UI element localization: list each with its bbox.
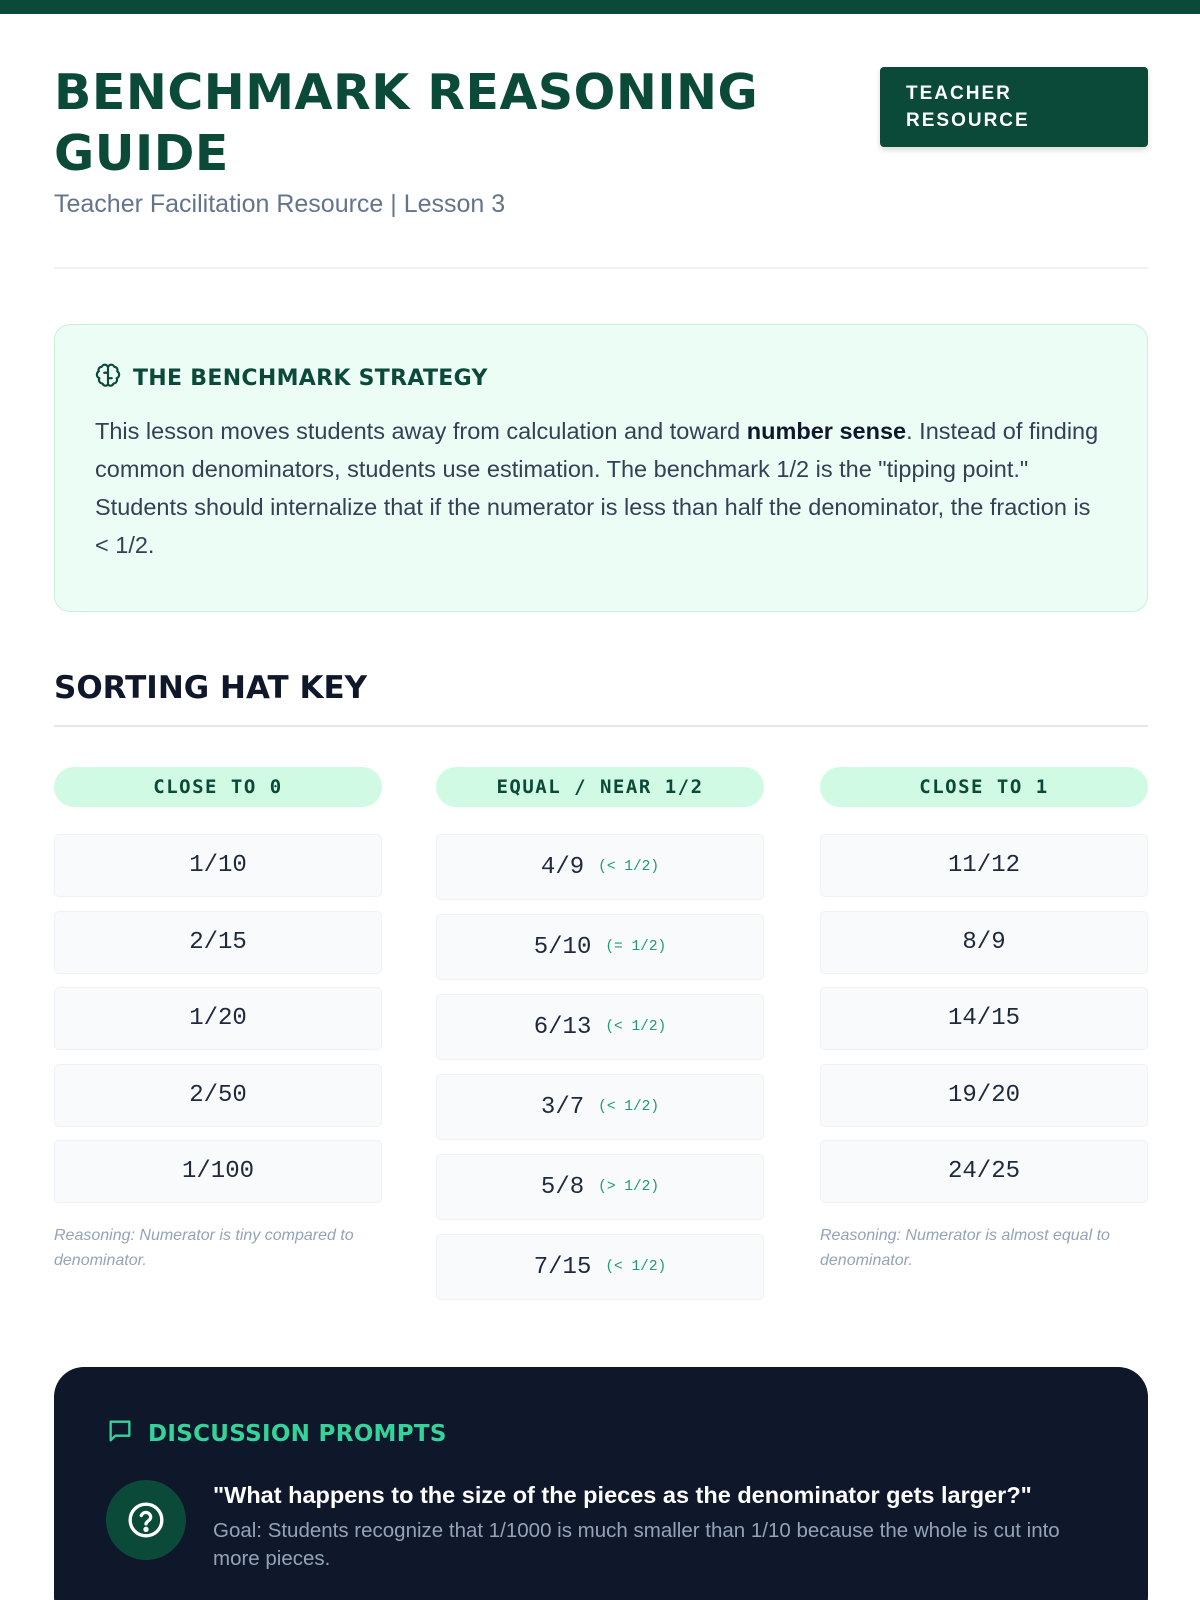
fraction-value: 5/8 [540, 1173, 585, 1201]
prompt-question: "What happens to the size of the pieces as the denominator gets larger?" [213, 1482, 1032, 1508]
prompt-goal: Goal: Students recognize that 1/1000 is much smaller than 1/10 because the whole is cut into more pieces. [213, 1519, 1060, 1570]
fraction-card [436, 1074, 764, 1140]
top-accent-bar [0, 0, 1200, 14]
column-close-to-one [820, 767, 1148, 1273]
fraction-card [54, 1140, 382, 1203]
fraction-card [436, 1234, 764, 1300]
page-subtitle: Teacher Facilitation Resource | Lesson 3 [54, 190, 506, 218]
fraction-value: 7/15 [533, 1253, 592, 1281]
discussion-panel [54, 1367, 1148, 1600]
fraction-card [54, 1064, 382, 1127]
reasoning-note: Reasoning: Numerator is almost equal to denominator. [820, 1227, 1110, 1269]
fraction-card [820, 1140, 1148, 1203]
fraction-value: 4/9 [540, 853, 585, 881]
sorting-divider [54, 725, 1148, 727]
strategy-description: This lesson moves students away from calculation and toward number sense. Instead of finding common denominators, students use estimation. The benchmark 1/2 is the "tipping point." Students should internalize that if the numerator is less than half the denominator, the fraction is < 1/2. [95, 418, 1099, 558]
sorting-hat-title: SORTING HAT KEY [54, 670, 368, 706]
strategy-callout [54, 324, 1148, 612]
fraction-value: 19/20 [947, 1081, 1020, 1109]
fraction-card [54, 911, 382, 974]
column-header: CLOSE TO 0 [54, 767, 382, 807]
fraction-value: 3/7 [540, 1093, 585, 1121]
fraction-value: 14/15 [947, 1005, 1020, 1032]
comparison-note: (= 1/2) [605, 939, 667, 955]
fraction-card [820, 1064, 1148, 1127]
comparison-note: (< 1/2) [598, 859, 660, 875]
comparison-note: (> 1/2) [598, 1179, 660, 1195]
fraction-card [820, 834, 1148, 897]
strategy-title: THE BENCHMARK STRATEGY [133, 366, 488, 391]
page-header [54, 62, 1148, 219]
fraction-value: 6/13 [533, 1013, 592, 1041]
fraction-card [820, 987, 1148, 1050]
brain-icon [95, 363, 121, 394]
fraction-value: 2/15 [189, 928, 247, 956]
fraction-card [436, 914, 764, 980]
discussion-title: DISCUSSION PROMPTS [148, 1420, 447, 1447]
column-header: CLOSE TO 1 [820, 767, 1148, 807]
fraction-value: 2/50 [189, 1081, 247, 1109]
comparison-note: (< 1/2) [598, 1099, 660, 1115]
fraction-value: 1/10 [189, 852, 247, 879]
teacher-resource-badge: TEACHER RESOURCE [880, 67, 1148, 147]
discussion-prompt [106, 1480, 1096, 1573]
column-near-half [436, 767, 764, 1314]
fraction-card [820, 911, 1148, 974]
fraction-value: 11/12 [947, 852, 1020, 879]
question-circle-icon [106, 1480, 186, 1560]
fraction-card [54, 834, 382, 897]
column-close-to-zero [54, 767, 382, 1273]
fraction-value: 1/20 [189, 1005, 247, 1032]
fraction-card [436, 1154, 764, 1220]
header-divider [54, 267, 1148, 269]
comparison-note: (< 1/2) [605, 1019, 667, 1035]
reasoning-note: Reasoning: Numerator is tiny compared to denominator. [54, 1227, 354, 1269]
number-sense-emphasis: number sense [746, 418, 907, 444]
fraction-value: 1/100 [181, 1158, 254, 1185]
page-title: BENCHMARK REASONING GUIDE [54, 64, 759, 182]
fraction-card [436, 994, 764, 1060]
fraction-card [54, 987, 382, 1050]
fraction-value: 24/25 [947, 1158, 1020, 1185]
fraction-card [436, 834, 764, 900]
comparison-note: (< 1/2) [605, 1259, 667, 1275]
fraction-value: 8/9 [962, 928, 1006, 956]
fraction-value: 5/10 [533, 933, 592, 961]
column-header: EQUAL / NEAR 1/2 [436, 767, 764, 807]
chat-bubble-icon [106, 1417, 134, 1450]
